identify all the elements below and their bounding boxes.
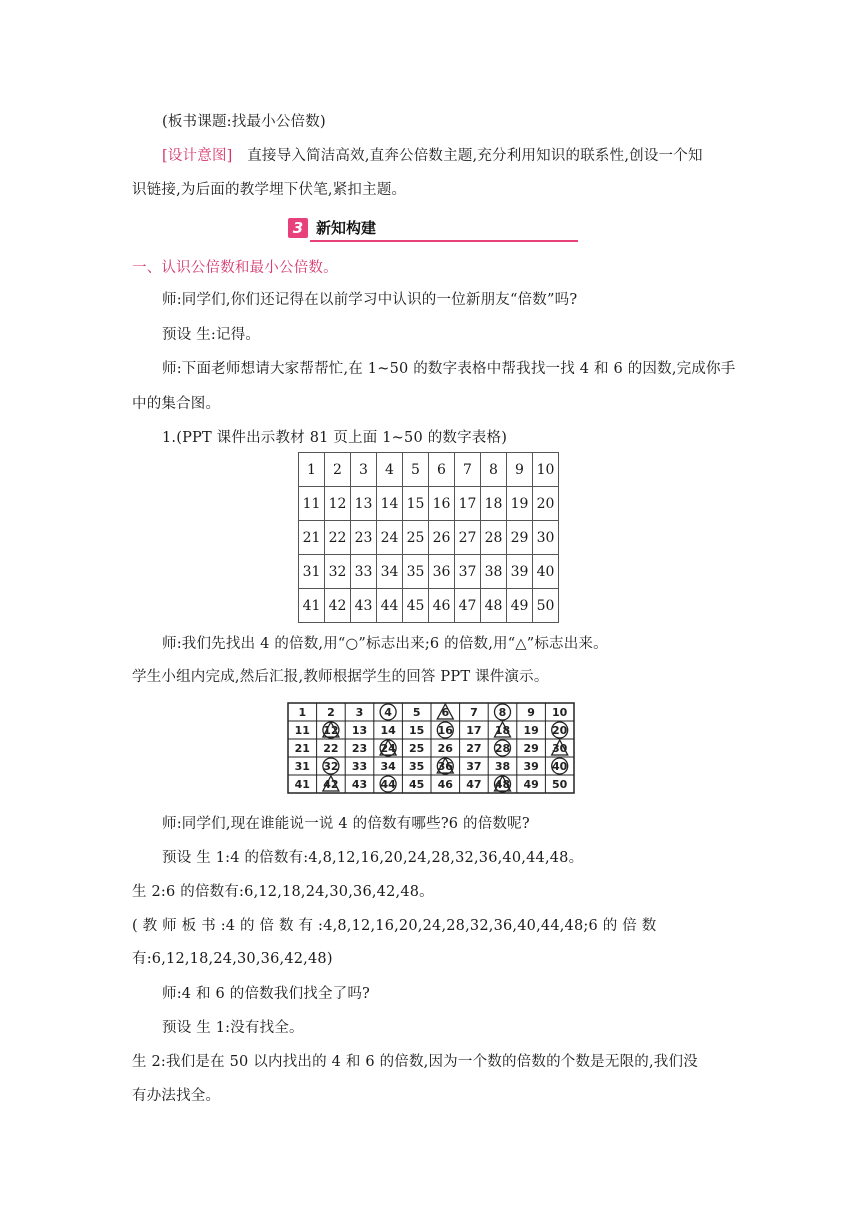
table-cell: 1 [299,453,325,487]
paragraph-line: 生 2:6 的倍数有:6,12,18,24,30,36,42,48。 [132,884,434,900]
design-intent-tag: [设计意图] [162,148,233,164]
marked-table-cell: 19 [523,724,539,737]
table-cell: 16 [429,487,455,521]
table-row [299,487,559,521]
table-cell: 46 [429,589,455,623]
table-cell: 22 [325,521,351,555]
table-cell: 49 [507,589,533,623]
paragraph-line: 预设 生:记得。 [162,327,261,343]
table-cell: 3 [351,453,377,487]
marked-table-cell: 28 [494,742,511,755]
table-cell: 19 [507,487,533,521]
table-cell: 43 [351,589,377,623]
marked-table-cell: 42 [323,778,339,791]
design-intent-line [162,146,703,166]
table-cell: 37 [455,555,481,589]
table-cell: 14 [377,487,403,521]
design-intent-line-2: 识链接,为后面的教学埋下伏笔,紧扣主题。 [132,182,407,198]
marked-table-cell: 6 [441,706,450,719]
marked-table-cell: 37 [466,760,482,773]
section-number-badge: 3 [288,218,308,238]
table-cell: 44 [377,589,403,623]
table-cell: 41 [299,589,325,623]
paragraph-line: 师:4 和 6 的倍数我们找全了吗? [162,986,371,1002]
marked-table-cell: 27 [466,742,482,755]
table-cell: 34 [377,555,403,589]
table-cell: 5 [403,453,429,487]
marked-table-cell: 35 [409,760,425,773]
marked-table-cell: 16 [437,724,453,737]
marked-table-cell: 17 [466,724,482,737]
table-cell: 38 [481,555,507,589]
marked-table-cell: 41 [294,778,310,791]
marked-table-cell: 24 [380,742,396,755]
table-cell: 11 [299,487,325,521]
marked-number-table [287,702,575,794]
table-cell: 20 [533,487,559,521]
paragraph-line: 学生小组内完成,然后汇报,教师根据学生的回答 PPT 课件演示。 [132,669,549,685]
paragraph-line: 有:6,12,18,24,30,36,42,48) [132,951,333,967]
marked-table-cell: 18 [494,724,511,737]
marked-table-cell: 15 [409,724,425,737]
table-cell: 24 [377,521,403,555]
paragraph-line: 师:同学们,你们还记得在以前学习中认识的一位新朋友“倍数”吗? [162,292,578,308]
number-table [298,452,559,623]
marked-table-cell: 11 [294,724,310,737]
paragraph-line: 预设 生 1:4 的倍数有:4,8,12,16,20,24,28,32,36,40,44,48。 [162,850,584,866]
marked-table-cell: 39 [523,760,539,773]
marked-table-cell: 20 [552,724,568,737]
table-cell: 8 [481,453,507,487]
marked-table-cell: 14 [380,724,396,737]
paragraph-line: 预设 生 1:没有找全。 [162,1020,304,1036]
marked-table-cell: 31 [294,760,310,773]
table-cell: 39 [507,555,533,589]
marked-table-cell: 43 [351,778,368,791]
marked-table-cell: 21 [294,742,310,755]
subheading: 一、认识公倍数和最小公倍数。 [132,260,338,276]
paragraph-line: 师:同学们,现在谁能说一说 4 的倍数有哪些?6 的倍数呢? [162,816,530,832]
marked-table-cell: 13 [351,724,368,737]
marked-table-cell: 8 [498,706,507,719]
table-cell: 30 [533,521,559,555]
table-row [299,589,559,623]
table-cell: 26 [429,521,455,555]
marked-table-cell: 5 [412,706,421,719]
paragraph-line: 师:我们先找出 4 的倍数,用“○”标志出来;6 的倍数,用“△”标志出来。 [162,636,608,652]
table-cell: 40 [533,555,559,589]
table-cell: 18 [481,487,507,521]
marked-table-cell: 34 [380,760,396,773]
marked-table-cell: 23 [351,742,368,755]
marked-table-cell: 46 [437,778,453,791]
table-cell: 21 [299,521,325,555]
marked-table-cell: 12 [323,724,339,737]
table-cell: 15 [403,487,429,521]
table-cell: 50 [533,589,559,623]
marked-table-cell: 7 [470,706,478,719]
marked-table-cell: 50 [552,778,568,791]
marked-table-cell: 49 [523,778,539,791]
paragraph-line: 生 2:我们是在 50 以内找出的 4 和 6 的倍数,因为一个数的倍数的个数是无限的,我们没 [132,1054,698,1070]
marked-table-cell: 47 [466,778,482,791]
marked-table-cell: 1 [298,706,307,719]
table-cell: 33 [351,555,377,589]
table-cell: 35 [403,555,429,589]
table-cell: 10 [533,453,559,487]
table-cell: 28 [481,521,507,555]
marked-table-cell: 25 [409,742,425,755]
marked-table-cell: 4 [384,706,392,719]
marked-table-cell: 44 [380,778,396,791]
marked-table-cell: 33 [351,760,368,773]
table-cell: 2 [325,453,351,487]
table-row [299,453,559,487]
paragraph-line: 师:下面老师想请大家帮帮忙,在 1~50 的数字表格中帮我找一找 4 和 6 的因数,完成你手 [162,361,736,377]
table-cell: 17 [455,487,481,521]
table-cell: 7 [455,453,481,487]
table-cell: 27 [455,521,481,555]
table-cell: 29 [507,521,533,555]
table-cell: 13 [351,487,377,521]
table-cell: 31 [299,555,325,589]
paragraph-line: ( 教 师 板 书 :4 的 倍 数 有 :4,8,12,16,20,24,28,32,36,40,44,48;6 的 倍 数 [132,918,657,934]
marked-table-cell: 29 [523,742,539,755]
table-cell: 36 [429,555,455,589]
table-row [299,555,559,589]
table-cell: 45 [403,589,429,623]
marked-table-cell: 40 [552,760,568,773]
paragraph-line: 1.(PPT 课件出示教材 81 页上面 1~50 的数字表格) [162,430,508,446]
marked-table-cell: 22 [323,742,339,755]
marked-table-cell: 3 [355,706,364,719]
marked-table-cell: 2 [327,706,335,719]
table-cell: 4 [377,453,403,487]
table-cell: 23 [351,521,377,555]
table-cell: 48 [481,589,507,623]
table-cell: 6 [429,453,455,487]
section-heading [288,216,578,242]
table-cell: 9 [507,453,533,487]
marked-table-cell: 45 [409,778,425,791]
section-underline [310,240,578,242]
section-title: 新知构建 [316,219,377,237]
table-cell: 42 [325,589,351,623]
marked-table-cell: 32 [323,760,339,773]
paragraph-line: 有办法找全。 [132,1088,221,1104]
table-row [299,521,559,555]
marked-table-cell: 9 [527,706,535,719]
marked-table-cell: 30 [552,742,568,755]
table-cell: 12 [325,487,351,521]
board-title-line: (板书课题:找最小公倍数) [162,114,326,130]
marked-table-cell: 26 [437,742,453,755]
marked-table-cell: 10 [552,706,568,719]
table-cell: 25 [403,521,429,555]
design-intent-text: 直接导入简洁高效,直奔公倍数主题,充分利用知识的联系性,创设一个知 [232,148,703,164]
paragraph-line: 中的集合图。 [132,396,221,412]
marked-table-cell: 48 [494,778,511,791]
marked-table-cell: 36 [437,760,453,773]
table-cell: 47 [455,589,481,623]
table-cell: 32 [325,555,351,589]
marked-table-cell: 38 [494,760,511,773]
